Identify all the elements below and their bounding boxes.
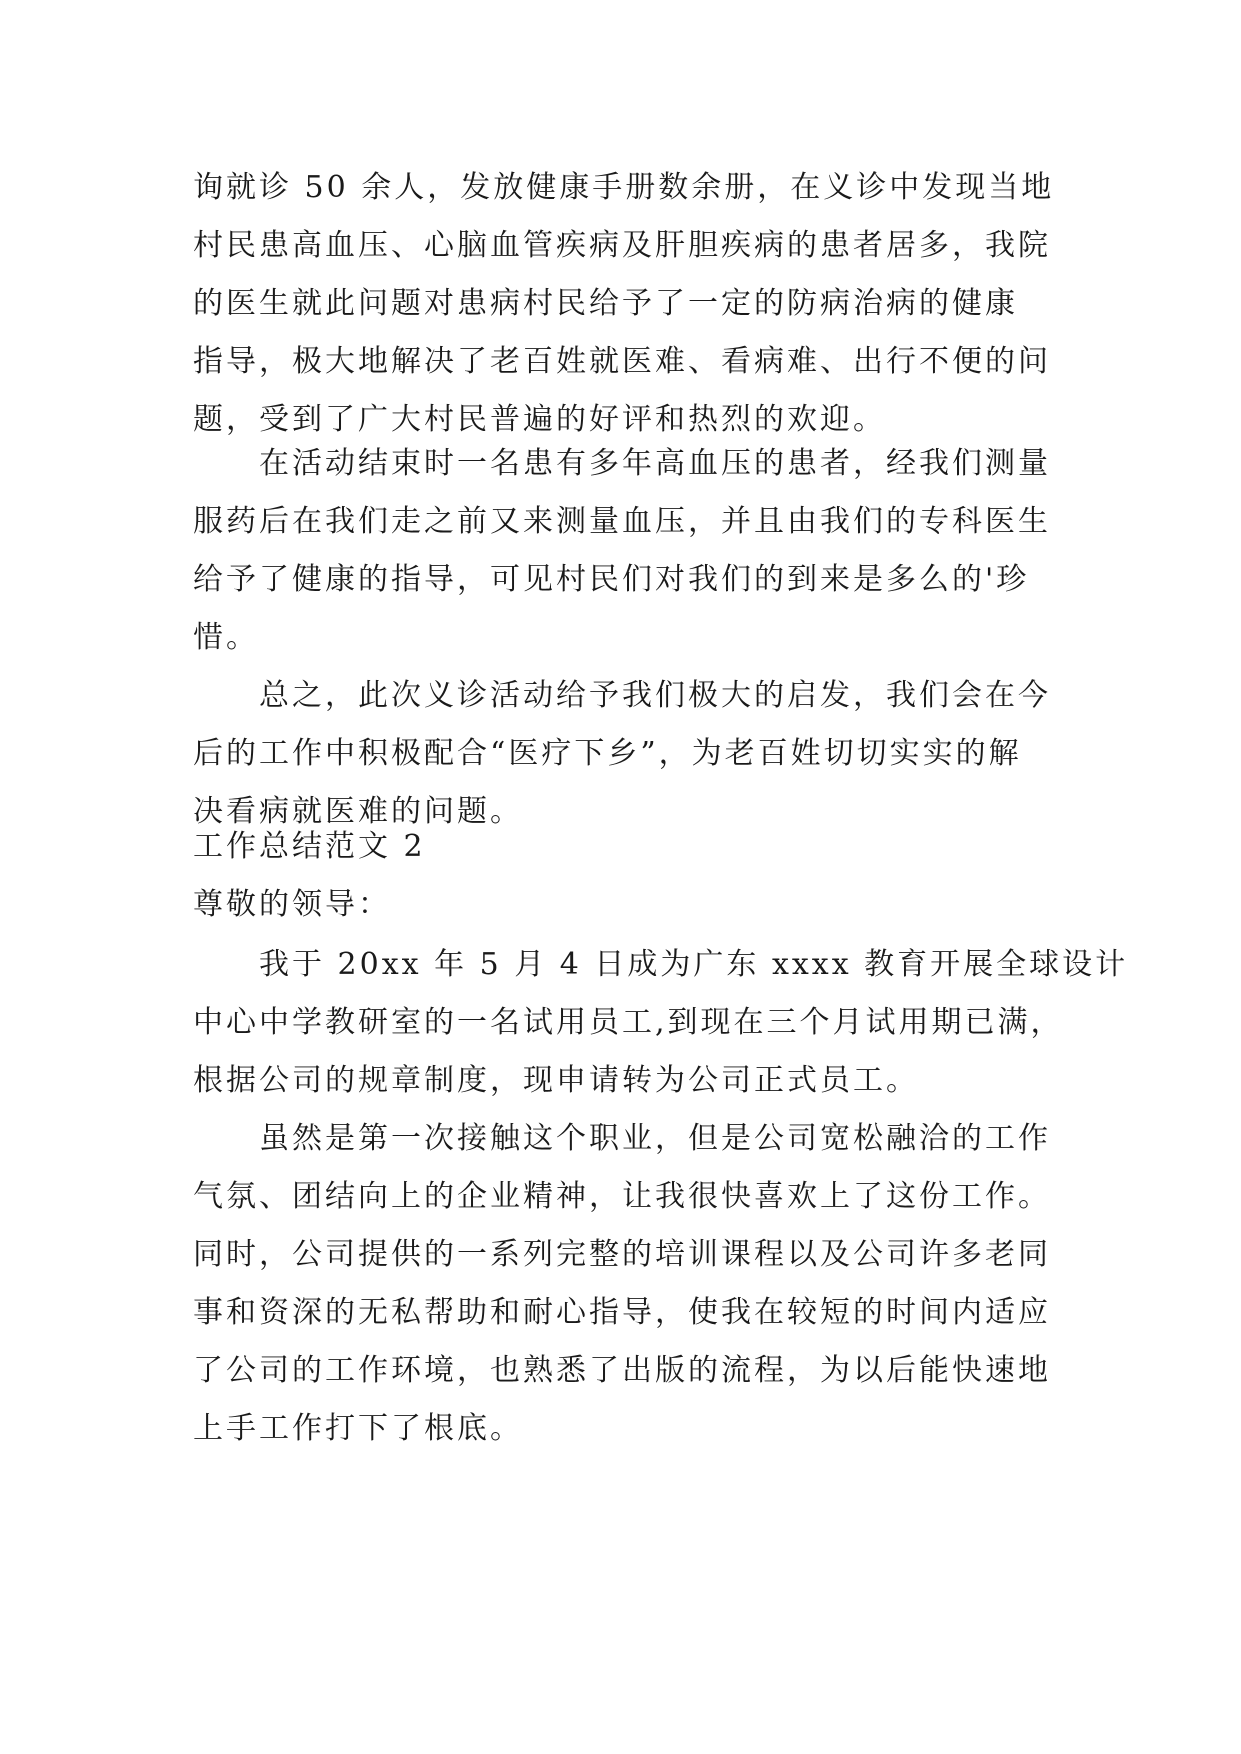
section-heading-block (193, 818, 1063, 934)
text-line: 村民患高血压、心脑血管疾病及肝胆疾病的患者居多，我院 (193, 228, 1051, 263)
text-line: 题，受到了广大村民普遍的好评和热烈的欢迎。 (193, 402, 886, 437)
text-line: 给予了健康的指导，可见村民们对我们的到来是多么的'珍 (193, 562, 1030, 597)
text-line: 服药后在我们走之前又来测量血压，并且由我们的专科医生 (193, 504, 1051, 539)
text-line: 同时，公司提供的一系列完整的培训课程以及公司许多老同 (193, 1237, 1051, 1272)
paragraph-application (193, 936, 1129, 1458)
text-line: 中心中学教研室的一名试用员工,到现在三个月试用期已满， (193, 1005, 1064, 1040)
text-line: 询就诊 50 余人，发放健康手册数余册，在义诊中发现当地 (193, 170, 1055, 205)
salutation: 尊敬的领导： (193, 887, 391, 922)
text-line: 我于 20xx 年 5 月 4 日成为广东 xxxx 教育开展全球设计 (259, 947, 1129, 982)
text-line: 上手工作打下了根底。 (193, 1411, 523, 1446)
text-line: 指导，极大地解决了老百姓就医难、看病难、出行不便的问 (193, 344, 1051, 379)
paragraph-patient-story (193, 435, 1063, 841)
section-title: 工作总结范文 2 (193, 829, 426, 864)
text-line: 虽然是第一次接触这个职业，但是公司宽松融洽的工作 (259, 1121, 1051, 1156)
paragraph-clinic-summary (193, 159, 1063, 449)
text-line: 的医生就此问题对患病村民给予了一定的防病治病的健康 (193, 286, 1018, 321)
text-line: 决看病就医难的问题。 (193, 794, 523, 829)
text-line: 总之，此次义诊活动给予我们极大的启发，我们会在今 (259, 678, 1051, 713)
text-line: 根据公司的规章制度，现申请转为公司正式员工。 (193, 1063, 919, 1098)
text-line: 后的工作中积极配合“医疗下乡”，为老百姓切切实实的解 (193, 736, 1022, 771)
text-line: 惜。 (193, 620, 259, 655)
text-line: 在活动结束时一名患有多年高血压的患者，经我们测量 (259, 446, 1051, 481)
text-line: 了公司的工作环境，也熟悉了出版的流程，为以后能快速地 (193, 1353, 1051, 1388)
text-line: 气氛、团结向上的企业精神，让我很快喜欢上了这份工作。 (193, 1179, 1051, 1214)
text-line: 事和资深的无私帮助和耐心指导，使我在较短的时间内适应 (193, 1295, 1051, 1330)
